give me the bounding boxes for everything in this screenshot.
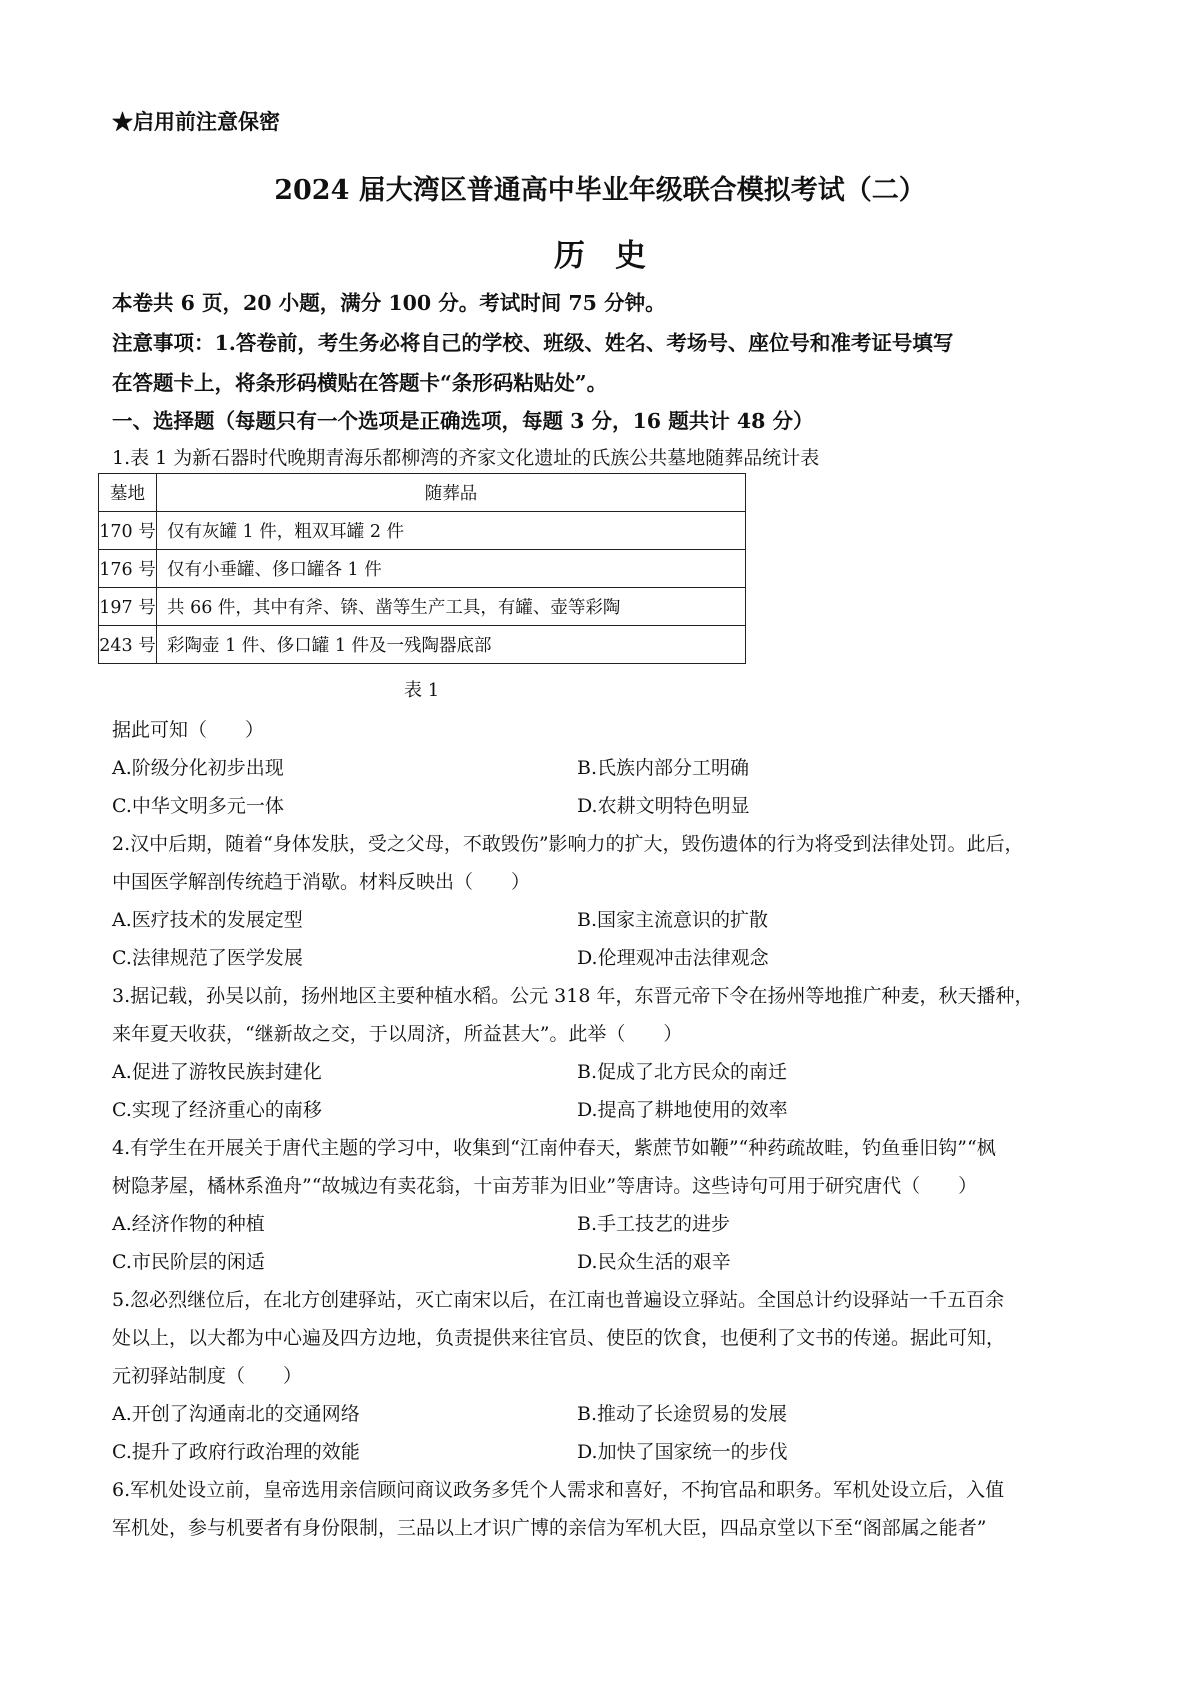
burial-items-table xyxy=(98,473,746,664)
question-5-option-b[interactable]: B.推动了长途贸易的发展 xyxy=(577,1403,788,1425)
question-3-stem-line: 3.据记载，孙吴以前，扬州地区主要种植水稻。公元 318 年，东晋元帝下令在扬州等地推广种麦，秋天播种， xyxy=(112,985,1034,1007)
section-title: 一、选择题（每题只有一个选项是正确选项，每题 3 分，16 题共计 48 分） xyxy=(112,409,814,433)
question-3-option-b[interactable]: B.促成了北方民众的南迁 xyxy=(577,1061,788,1083)
question-1-stem: 1.表 1 为新石器时代晚期青海乐都柳湾的齐家文化遗址的氏族公共墓地随葬品统计表 xyxy=(112,447,820,469)
question-3-stem-line: 来年夏天收获，“继新故之交，于以周济，所益甚大”。此举（ ） xyxy=(112,1023,683,1045)
question-1-prompt: 据此可知（ ） xyxy=(112,719,265,741)
table-row xyxy=(99,626,746,664)
question-1-option-d[interactable]: D.农耕文明特色明显 xyxy=(577,795,750,817)
question-4-option-a[interactable]: A.经济作物的种植 xyxy=(112,1213,265,1235)
question-5-option-c[interactable]: C.提升了政府行政治理的效能 xyxy=(112,1441,360,1463)
question-2-stem-line: 中国医学解剖传统趋于消歇。材料反映出（ ） xyxy=(112,871,531,893)
question-4-option-d[interactable]: D.民众生活的艰辛 xyxy=(577,1251,731,1273)
question-3-option-a[interactable]: A.促进了游牧民族封建化 xyxy=(112,1061,322,1083)
question-6-stem-line: 6.军机处设立前，皇帝选用亲信顾问商议政务多凭个人需求和喜好，不拘官品和职务。军机处设立后，入值 xyxy=(112,1479,1005,1501)
question-4-stem-line: 树隐茅屋，橘林系渔舟”“故城边有卖花翁，十亩芳菲为旧业”等唐诗。这些诗句可用于研究唐代（ ） xyxy=(112,1175,978,1197)
table-cell: 197 号 xyxy=(99,588,157,626)
question-3-option-c[interactable]: C.实现了经济重心的南移 xyxy=(112,1099,322,1121)
question-4-option-c[interactable]: C.市民阶层的闲适 xyxy=(112,1251,265,1273)
question-1-option-b[interactable]: B.氏族内部分工明确 xyxy=(577,757,750,779)
table-row xyxy=(99,550,746,588)
question-2-option-a[interactable]: A.医疗技术的发展定型 xyxy=(112,909,303,931)
exam-title: 2024 届大湾区普通高中毕业年级联合模拟考试（二） xyxy=(274,175,926,206)
table-cell: 243 号 xyxy=(99,626,157,664)
question-1-option-c[interactable]: C.中华文明多元一体 xyxy=(112,795,284,817)
question-6-stem-line: 军机处，参与机要者有身份限制，三品以上才识广博的亲信为军机大臣，四品京堂以下至“阁部属之能者” xyxy=(112,1517,987,1539)
table-cell: 共 66 件，其中有斧、锛、凿等生产工具，有罐、壶等彩陶 xyxy=(157,588,746,626)
notes-line-1: 注意事项：1.答卷前，考生务必将自己的学校、班级、姓名、考场号、座位号和准考证号填写 xyxy=(112,331,954,355)
table-cell: 仅有灰罐 1 件，粗双耳罐 2 件 xyxy=(157,512,746,550)
table-cell: 仅有小垂罐、侈口罐各 1 件 xyxy=(157,550,746,588)
question-5-option-d[interactable]: D.加快了国家统一的步伐 xyxy=(577,1441,788,1463)
question-5-stem-line: 5.忽必烈继位后，在北方创建驿站，灭亡南宋以后，在江南也普遍设立驿站。全国总计约设驿站一千五百余 xyxy=(112,1289,1005,1311)
table-header-cell: 随葬品 xyxy=(157,474,746,512)
question-2-option-b[interactable]: B.国家主流意识的扩散 xyxy=(577,909,769,931)
question-4-stem-line: 4.有学生在开展关于唐代主题的学习中，收集到“江南仲春天，紫蔗节如鞭”“种药疏故畦，钓鱼垂旧钩”“枫 xyxy=(112,1137,996,1159)
question-5-stem-line: 元初驿站制度（ ） xyxy=(112,1365,303,1387)
question-3-option-d[interactable]: D.提高了耕地使用的效率 xyxy=(577,1099,788,1121)
table-cell: 彩陶壶 1 件、侈口罐 1 件及一残陶器底部 xyxy=(157,626,746,664)
question-5-stem-line: 处以上，以大都为中心遍及四方边地，负责提供来往官员、使臣的饮食，也便利了文书的传递。据此可知， xyxy=(112,1327,1006,1349)
subject-title: 历史 xyxy=(554,238,676,274)
question-1-option-a[interactable]: A.阶级分化初步出现 xyxy=(112,757,284,779)
table-header-cell: 墓地 xyxy=(99,474,157,512)
table-row xyxy=(99,512,746,550)
question-2-option-d[interactable]: D.伦理观冲击法律观念 xyxy=(577,947,769,969)
question-4-option-b[interactable]: B.手工技艺的进步 xyxy=(577,1213,731,1235)
question-2-option-c[interactable]: C.法律规范了医学发展 xyxy=(112,947,303,969)
table-cell: 170 号 xyxy=(99,512,157,550)
question-5-option-a[interactable]: A.开创了沟通南北的交通网络 xyxy=(112,1403,360,1425)
table-caption: 表 1 xyxy=(404,680,440,701)
exam-info: 本卷共 6 页，20 小题，满分 100 分。考试时间 75 分钟。 xyxy=(112,291,666,315)
confidential-notice: ★启用前注意保密 xyxy=(112,109,280,134)
notes-line-2: 在答题卡上，将条形码横贴在答题卡“条形码粘贴处”。 xyxy=(112,371,608,395)
table-row xyxy=(99,588,746,626)
table-cell: 176 号 xyxy=(99,550,157,588)
question-2-stem-line: 2.汉中后期，随着“身体发肤，受之父母，不敢毁伤”影响力的扩大，毁伤遗体的行为将受到法律处罚。此后， xyxy=(112,833,1024,855)
table-header-row xyxy=(99,474,746,512)
